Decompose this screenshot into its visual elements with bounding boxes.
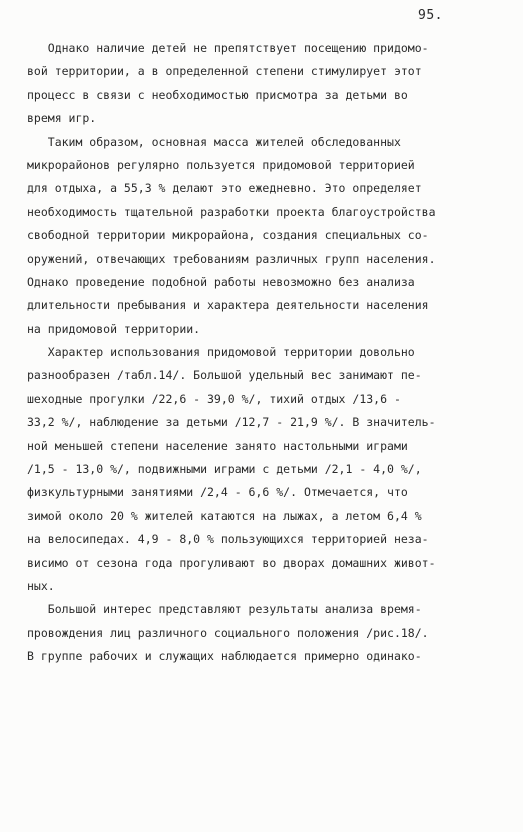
text-line: время игр. xyxy=(27,111,97,126)
text-line: процесс в связи с необходимостью присмотра за детьми во xyxy=(27,87,408,102)
text-line: /1,5 - 13,0 %/, подвижными играми с детьми /2,1 - 4,0 %/, xyxy=(27,462,422,477)
text-line: Однако проведение подобной работы невозможно без анализа xyxy=(27,274,415,289)
text-line: Характер использования придомовой территории довольно xyxy=(27,345,415,360)
text-line: висимо от сезона года прогуливают во дворах домашних живот- xyxy=(27,555,436,570)
text-line: Однако наличие детей не препятствует посещению придомо- xyxy=(27,41,429,55)
text-line: для отдыха, а 55,3 % делают это ежедневно. Это определяет xyxy=(27,181,422,196)
body-text xyxy=(27,37,503,669)
text-line: Большой интерес представляют результаты анализа время- xyxy=(27,602,422,617)
text-line: длительности пребывания и характера деятельности населения xyxy=(27,298,429,313)
text-line: разнообразен /табл.14/. Большой удельный вес занимают пе- xyxy=(27,368,422,383)
text-line: на придомовой территории. xyxy=(27,321,201,336)
text-line: ной меньшей степени население занято настольными играми xyxy=(27,438,408,453)
text-line: 33,2 %/, наблюдение за детьми /12,7 - 21,9 %/. В значитель- xyxy=(27,415,436,430)
page-number: 95. xyxy=(418,8,443,23)
text-line: микрорайонов регулярно пользуется придомовой территорией xyxy=(27,157,415,172)
text-line: зимой около 20 % жителей катаются на лыжах, а летом 6,4 % xyxy=(27,508,422,523)
text-line: провождения лиц различного социального положения /рис.18/. xyxy=(27,625,429,640)
text-line: необходимость тщательной разработки проекта благоустройства xyxy=(27,204,436,219)
text-line: В группе рабочих и служащих наблюдается примерно одинако- xyxy=(27,649,422,664)
text-line: Таким образом, основная масса жителей обследованных xyxy=(27,134,401,149)
text-line: вой территории, а в определенной степени стимулирует этот xyxy=(27,64,422,79)
text-line: шеходные прогулки /22,6 - 39,0 %/, тихий отдых /13,6 - xyxy=(27,391,401,406)
text-line: свободной территории микрорайона, создания специальных со- xyxy=(27,228,429,243)
text-line: физкультурными занятиями /2,4 - 6,6 %/. Отмечается, что xyxy=(27,485,408,500)
text-line: оружений, отвечающих требованиям различных групп населения. xyxy=(27,251,436,266)
text-line: ных. xyxy=(27,578,55,593)
text-line: на велосипедах. 4,9 - 8,0 % пользующихся территорией неза- xyxy=(27,532,429,547)
